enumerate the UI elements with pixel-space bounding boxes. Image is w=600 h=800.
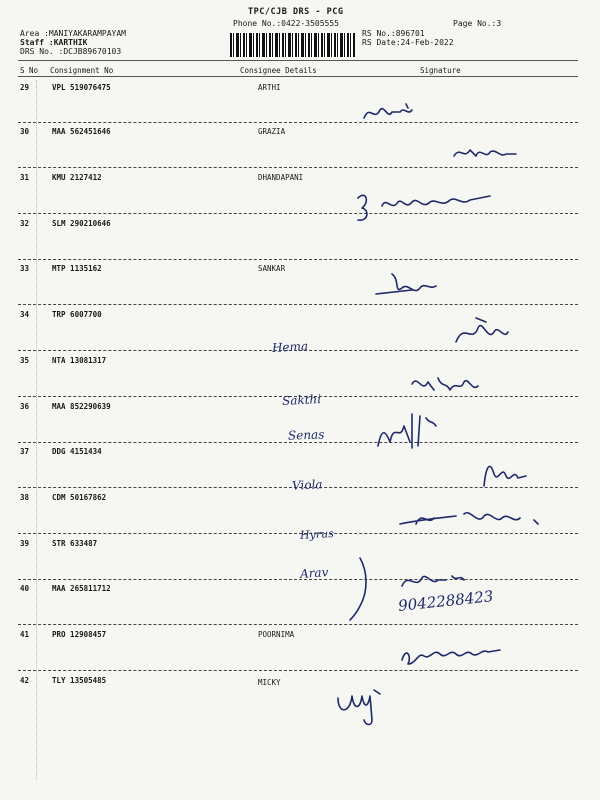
row-sno: 32 <box>20 219 30 228</box>
signature-scribble <box>452 314 512 350</box>
signature-scribble <box>480 456 530 490</box>
barcode <box>230 33 355 57</box>
row-divider <box>18 624 578 625</box>
row-consignment: PRO 12908457 <box>52 630 107 639</box>
row-sno: 37 <box>20 447 30 456</box>
row-divider <box>18 167 578 168</box>
row-sno: 33 <box>20 264 30 273</box>
row-consignee: GRAZIA <box>258 127 286 136</box>
row-sno: 38 <box>20 493 30 502</box>
row-consignee: POORNIMA <box>258 630 295 639</box>
signature-scribble <box>372 270 442 304</box>
handwritten-name: Arav <box>299 565 329 581</box>
signature-scribble <box>408 372 488 402</box>
col-signature-header: Signature <box>420 66 461 75</box>
row-consignee: MICKY <box>258 678 281 687</box>
row-consignment: TLY 13505485 <box>52 676 107 685</box>
row-sno: 42 <box>20 676 30 685</box>
row-sno: 40 <box>20 584 30 593</box>
row-divider <box>18 259 578 260</box>
row-consignment: SLM 290210646 <box>52 219 111 228</box>
row-consignment: VPL 519076475 <box>52 83 111 92</box>
rs-number: RS No.:896701 <box>362 29 425 38</box>
row-consignment: KMU 2127412 <box>52 173 102 182</box>
signature-scribble <box>362 102 422 124</box>
col-consignment-header: Consignment No <box>50 66 114 75</box>
header-top-rule <box>18 60 578 61</box>
row-consignment: TRP 6007700 <box>52 310 102 319</box>
signature-scribble <box>398 640 508 670</box>
row-consignment: CDM 50167862 <box>52 493 107 502</box>
row-consignment: MTP 1135162 <box>52 264 102 273</box>
row-sno: 30 <box>20 127 30 136</box>
row-divider <box>18 670 578 671</box>
handwritten-name: Sakthi <box>281 391 322 409</box>
row-sno: 41 <box>20 630 30 639</box>
row-consignment: NTA 13081317 <box>52 356 107 365</box>
staff-label: Staff :KARTHIK <box>20 38 88 47</box>
phone-number: Phone No.:0422-3505555 <box>233 19 339 28</box>
handwritten-phone-note: 9042288423 <box>397 587 495 615</box>
row-sno: 35 <box>20 356 30 365</box>
row-sno: 36 <box>20 402 30 411</box>
drs-number: DRS No. :DCJB89670103 <box>20 47 122 56</box>
signature-scribble <box>334 684 394 728</box>
row-consignment: MAA 265811712 <box>52 584 111 593</box>
margin-line <box>36 80 37 780</box>
signature-scribble <box>398 568 488 596</box>
row-consignment: STR 633487 <box>52 539 98 548</box>
row-consignment: MAA 852290639 <box>52 402 111 411</box>
col-sno-header: S No <box>20 66 39 75</box>
row-consignment: DDG 4151434 <box>52 447 102 456</box>
row-divider <box>18 304 578 305</box>
signature-scribble <box>372 412 442 452</box>
row-divider <box>18 122 578 123</box>
row-consignee: SANKAR <box>258 264 286 273</box>
row-sno: 39 <box>20 539 30 548</box>
row-sno: 31 <box>20 173 30 182</box>
signature-scribble <box>352 188 502 226</box>
row-consignment: MAA 562451646 <box>52 127 111 136</box>
area-label: Area :MANIYAKARAMPAYAM <box>20 29 126 38</box>
row-sno: 29 <box>20 83 30 92</box>
handwritten-name: Viola <box>291 477 323 493</box>
page-number: Page No.:3 <box>453 19 502 28</box>
signature-scribble <box>450 142 520 164</box>
row-consignee: DHANDAPANI <box>258 173 304 182</box>
rs-date: RS Date:24-Feb-2022 <box>362 38 454 47</box>
handwritten-name: Hema <box>271 339 309 355</box>
handwritten-name: Hyrus <box>299 527 335 542</box>
document-title: TPC/CJB DRS - PCG <box>248 7 344 17</box>
signature-scribble <box>346 554 376 624</box>
row-sno: 34 <box>20 310 30 319</box>
row-divider <box>18 579 578 580</box>
col-consignee-header: Consignee Details <box>240 66 317 75</box>
row-consignee: ARTHI <box>258 83 281 92</box>
header-bottom-rule <box>18 76 578 77</box>
handwritten-name: Senas <box>287 427 325 443</box>
signature-scribble <box>398 506 548 534</box>
